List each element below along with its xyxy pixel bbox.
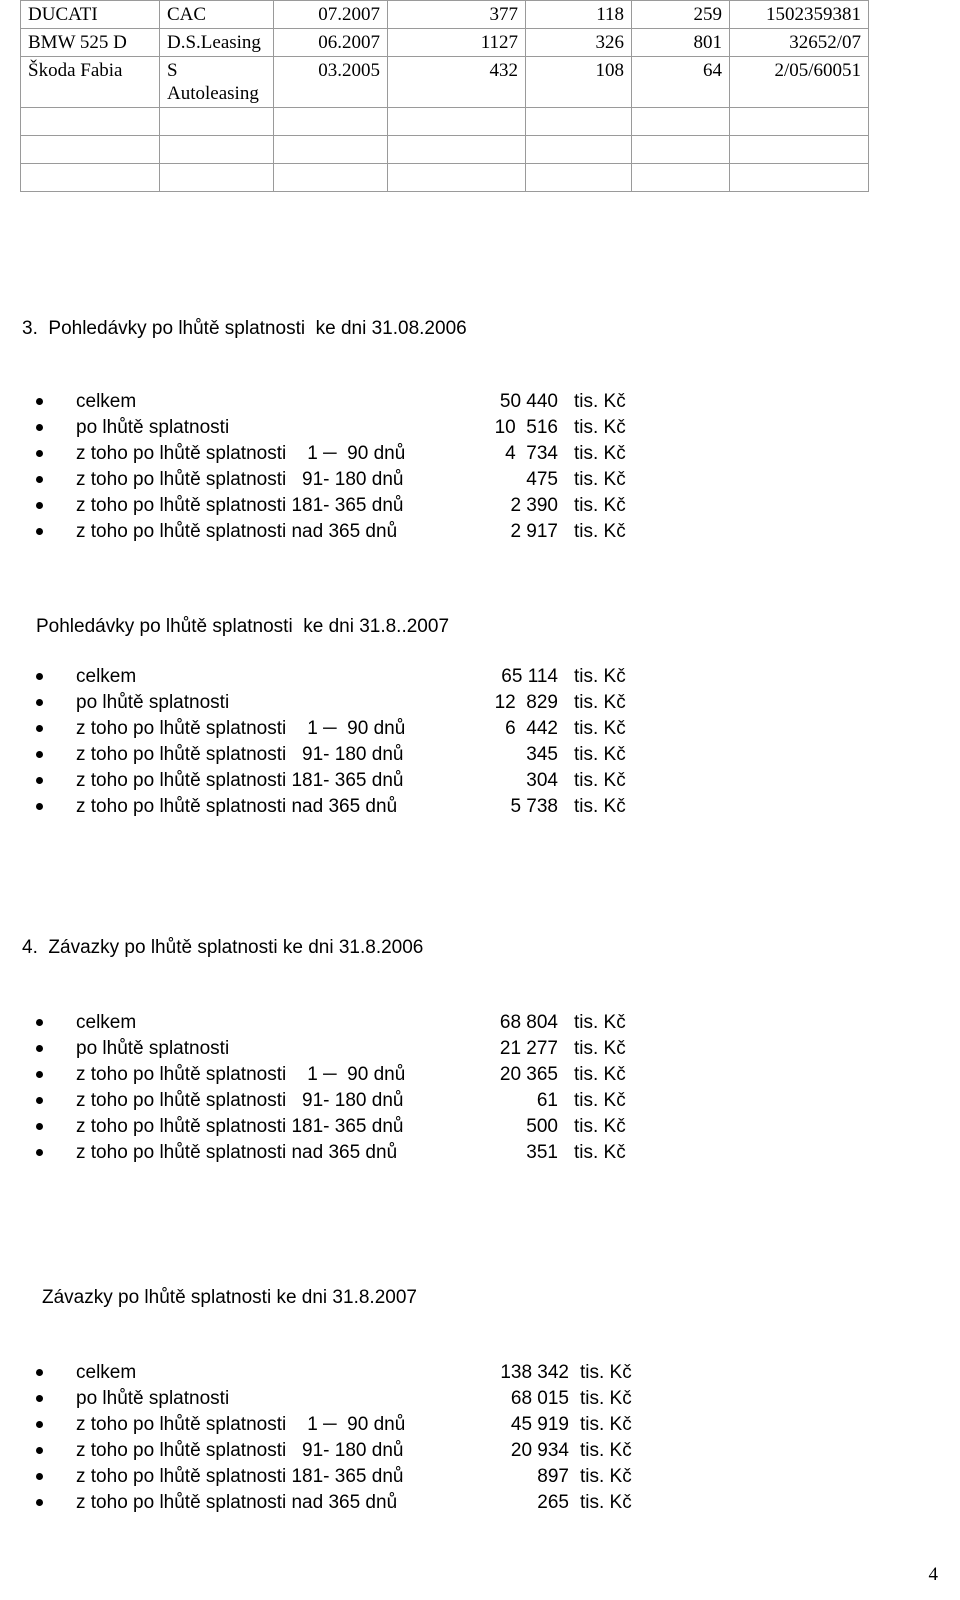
item-label: celkem xyxy=(76,391,137,412)
item-label: z toho po lhůtě splatnosti 1 ─ 90 dnů xyxy=(76,1064,406,1085)
item-unit: tis. Kč xyxy=(574,521,626,542)
item-unit: tis. Kč xyxy=(574,1064,626,1085)
item-unit: tis. Kč xyxy=(574,469,626,490)
bullet-icon xyxy=(36,803,43,810)
bullet-icon xyxy=(36,725,43,732)
item-label: z toho po lhůtě splatnosti 181- 365 dnů xyxy=(76,1466,404,1487)
item-value: 68 015 xyxy=(510,1388,569,1409)
item-value: 304 xyxy=(526,770,558,791)
item-unit: tis. Kč xyxy=(580,1388,632,1409)
item-label: po lhůtě splatnosti xyxy=(76,417,230,438)
bullet-icon xyxy=(36,1369,43,1376)
item-value: 265 xyxy=(537,1492,569,1513)
bullet-icon xyxy=(36,528,43,535)
table-cell xyxy=(21,164,160,192)
item-value: 45 919 xyxy=(510,1414,569,1435)
table-cell xyxy=(21,108,160,136)
item-unit: tis. Kč xyxy=(574,692,626,713)
table-cell: 64 xyxy=(632,57,730,108)
item-value: 475 xyxy=(526,469,558,490)
item-label: z toho po lhůtě splatnosti nad 365 dnů xyxy=(76,521,398,542)
item-label: z toho po lhůtě splatnosti nad 365 dnů xyxy=(76,1142,398,1163)
item-unit: tis. Kč xyxy=(580,1466,632,1487)
table-row xyxy=(21,1,869,29)
item-unit: tis. Kč xyxy=(574,744,626,765)
table-cell xyxy=(730,108,869,136)
bullet-icon xyxy=(36,1123,43,1130)
bullet-icon xyxy=(36,476,43,483)
table-cell xyxy=(730,136,869,164)
item-value: 65 114 xyxy=(501,666,558,687)
bullet-icon xyxy=(36,777,43,784)
item-unit: tis. Kč xyxy=(574,1038,626,1059)
section-heading: Závazky po lhůtě splatnosti ke dni 31.8.2007 xyxy=(42,1287,417,1308)
page-number: 4 xyxy=(928,1564,938,1585)
item-value: 50 440 xyxy=(499,391,558,412)
item-label: z toho po lhůtě splatnosti 91- 180 dnů xyxy=(76,469,404,490)
item-value: 21 277 xyxy=(499,1038,558,1059)
bullet-icon xyxy=(36,1019,43,1026)
item-value: 10 516 xyxy=(494,417,558,438)
item-unit: tis. Kč xyxy=(574,443,626,464)
item-unit: tis. Kč xyxy=(580,1492,632,1513)
table-cell xyxy=(526,164,632,192)
item-label: z toho po lhůtě splatnosti 181- 365 dnů xyxy=(76,770,404,791)
table-cell: 108 xyxy=(526,57,632,108)
table-cell xyxy=(160,136,274,164)
table-cell: CAC xyxy=(160,1,274,29)
item-label: celkem xyxy=(76,1012,137,1033)
item-value: 500 xyxy=(526,1116,558,1137)
table-cell: DUCATI xyxy=(21,1,160,29)
table-cell: 801 xyxy=(632,29,730,57)
table-cell xyxy=(388,164,526,192)
table-row xyxy=(21,108,869,136)
bullet-icon xyxy=(36,424,43,431)
table-cell xyxy=(632,164,730,192)
item-unit: tis. Kč xyxy=(580,1362,632,1383)
item-label: z toho po lhůtě splatnosti 181- 365 dnů xyxy=(76,1116,404,1137)
item-unit: tis. Kč xyxy=(574,666,626,687)
item-unit: tis. Kč xyxy=(574,417,626,438)
bullet-icon xyxy=(36,1045,43,1052)
bullet-icon xyxy=(36,673,43,680)
table-cell xyxy=(388,136,526,164)
vehicles-table-container xyxy=(20,0,869,192)
table-row xyxy=(21,29,869,57)
section-heading: 4. Závazky po lhůtě splatnosti ke dni 31.8.2006 xyxy=(22,937,424,958)
item-value: 6 442 xyxy=(505,718,558,739)
item-label: po lhůtě splatnosti xyxy=(76,692,230,713)
table-cell: 377 xyxy=(388,1,526,29)
item-unit: tis. Kč xyxy=(574,718,626,739)
section-heading: Pohledávky po lhůtě splatnosti ke dni 31.8..2007 xyxy=(36,616,450,637)
item-unit: tis. Kč xyxy=(574,796,626,817)
item-value: 897 xyxy=(537,1466,569,1487)
item-label: po lhůtě splatnosti xyxy=(76,1388,230,1409)
table-cell: D.S.Leasing xyxy=(160,29,274,57)
item-label: z toho po lhůtě splatnosti 1 ─ 90 dnů xyxy=(76,1414,406,1435)
table-cell xyxy=(274,136,388,164)
table-cell: 32652/07 xyxy=(730,29,869,57)
item-value: 20 365 xyxy=(499,1064,558,1085)
item-label: z toho po lhůtě splatnosti 1 ─ 90 dnů xyxy=(76,718,406,739)
item-value: 138 342 xyxy=(500,1362,569,1383)
table-cell xyxy=(274,164,388,192)
item-unit: tis. Kč xyxy=(580,1414,632,1435)
item-unit: tis. Kč xyxy=(574,1090,626,1111)
item-value: 2 917 xyxy=(510,521,558,542)
item-unit: tis. Kč xyxy=(580,1440,632,1461)
bullet-icon xyxy=(36,1473,43,1480)
table-cell: 259 xyxy=(632,1,730,29)
table-cell xyxy=(632,108,730,136)
table-cell xyxy=(160,108,274,136)
bullet-icon xyxy=(36,1149,43,1156)
bullet-icon xyxy=(36,502,43,509)
item-label: z toho po lhůtě splatnosti 91- 180 dnů xyxy=(76,744,404,765)
item-value: 68 804 xyxy=(499,1012,558,1033)
table-row xyxy=(21,164,869,192)
table-cell: 1127 xyxy=(388,29,526,57)
item-label: z toho po lhůtě splatnosti 91- 180 dnů xyxy=(76,1440,404,1461)
item-unit: tis. Kč xyxy=(574,770,626,791)
table-row xyxy=(21,136,869,164)
bullet-icon xyxy=(36,1071,43,1078)
table-cell: 118 xyxy=(526,1,632,29)
bullet-icon xyxy=(36,450,43,457)
table-cell xyxy=(632,136,730,164)
table-row xyxy=(21,57,869,108)
item-label: celkem xyxy=(76,1362,137,1383)
item-unit: tis. Kč xyxy=(574,495,626,516)
item-unit: tis. Kč xyxy=(574,1116,626,1137)
item-label: z toho po lhůtě splatnosti 1 ─ 90 dnů xyxy=(76,443,406,464)
bullet-icon xyxy=(36,1447,43,1454)
table-cell: 1502359381 xyxy=(730,1,869,29)
table-cell xyxy=(526,108,632,136)
table-cell: BMW 525 D xyxy=(21,29,160,57)
table-cell xyxy=(274,108,388,136)
item-label: z toho po lhůtě splatnosti 91- 180 dnů xyxy=(76,1090,404,1111)
table-cell: 432 xyxy=(388,57,526,108)
item-unit: tis. Kč xyxy=(574,1012,626,1033)
table-cell xyxy=(526,136,632,164)
item-value: 351 xyxy=(526,1142,558,1163)
item-value: 12 829 xyxy=(494,692,558,713)
item-value: 345 xyxy=(526,744,558,765)
item-value: 2 390 xyxy=(510,495,558,516)
item-label: z toho po lhůtě splatnosti nad 365 dnů xyxy=(76,796,398,817)
table-cell: S Autoleasing xyxy=(160,57,274,108)
item-value: 5 738 xyxy=(510,796,558,817)
table-cell: Škoda Fabia xyxy=(21,57,160,108)
table-cell xyxy=(160,164,274,192)
table-cell xyxy=(730,164,869,192)
bullet-icon xyxy=(36,1499,43,1506)
table-cell: 2/05/60051 xyxy=(730,57,869,108)
item-unit: tis. Kč xyxy=(574,1142,626,1163)
item-value: 61 xyxy=(536,1090,558,1111)
bullet-icon xyxy=(36,398,43,405)
section-heading: 3. Pohledávky po lhůtě splatnosti ke dni 31.08.2006 xyxy=(22,318,467,339)
table-cell: 06.2007 xyxy=(274,29,388,57)
bullet-icon xyxy=(36,1395,43,1402)
item-label: z toho po lhůtě splatnosti nad 365 dnů xyxy=(76,1492,398,1513)
table-cell xyxy=(388,108,526,136)
item-label: celkem xyxy=(76,666,137,687)
vehicles-table xyxy=(20,0,869,192)
item-unit: tis. Kč xyxy=(574,391,626,412)
bullet-icon xyxy=(36,1421,43,1428)
item-label: po lhůtě splatnosti xyxy=(76,1038,230,1059)
bullet-icon xyxy=(36,1097,43,1104)
bullet-icon xyxy=(36,751,43,758)
item-value: 4 734 xyxy=(505,443,558,464)
table-cell: 326 xyxy=(526,29,632,57)
bullet-icon xyxy=(36,699,43,706)
table-cell: 03.2005 xyxy=(274,57,388,108)
table-cell xyxy=(21,136,160,164)
item-label: z toho po lhůtě splatnosti 181- 365 dnů xyxy=(76,495,404,516)
item-value: 20 934 xyxy=(510,1440,569,1461)
table-cell: 07.2007 xyxy=(274,1,388,29)
